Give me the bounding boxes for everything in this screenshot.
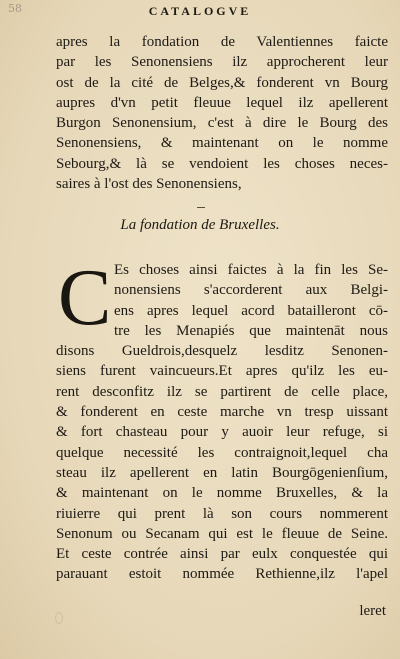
text-line: riuierre qui prent là son cours nommerent (56, 505, 388, 522)
text-line: & fonderent en ceste marche vn tresp uissant (56, 404, 388, 421)
text-line: parauant estoit nommée Rethienne,ilz l'apel (56, 566, 388, 583)
text-line: ost de la cité de Belges,& fonderent vn Bourg (56, 74, 388, 91)
text-line: Senonum ou Secanam qui est le fleuue de Seine. (56, 525, 388, 542)
paragraph-2 (56, 254, 388, 585)
text-line: aupres d'vn petit fleuue lequel ilz apellerent (56, 94, 388, 111)
text-line: Senonensiens, & maintenant on le nomme (56, 135, 388, 152)
text-line: siens furent vaincueurs.Et apres qu'ilz les eu- (56, 363, 388, 380)
ornament-mark (197, 207, 205, 208)
section-heading: La fondation de Bruxelles. (120, 217, 280, 233)
text-line: saires à l'ost des Senonensiens, (56, 176, 242, 193)
text-line: Burgon Senonensium, c'est à dire le Bourg des (56, 115, 388, 132)
text-line: apres la fondation de Valentiennes faicte (56, 34, 388, 50)
text-line: Et ceste contrée ainsi par eulx conquestée qui (56, 546, 388, 563)
text-line: ens apres lequel acord batailleront cō- (114, 302, 388, 319)
text-line: & fort chasteau pour y auoir leur refuge, si (56, 424, 388, 441)
drop-cap-initial: C (58, 254, 112, 342)
page-folio: 58 (8, 2, 22, 15)
text-line: disons Gueldrois,desquelz lesditz Senonen- (56, 343, 388, 360)
paper-blemish (55, 612, 63, 624)
text-line: par les Senonensiens ilz approcherent leur (56, 54, 388, 71)
text-line: quelque necessité les contraignoit,lequel cha (56, 444, 388, 461)
text-line: Es choses ainsi faictes à la fin les Se- (114, 262, 388, 278)
text-line: steau ilz apellerent en latin Bourgōgenienſium, (56, 464, 388, 481)
running-title: CATALOGVE (148, 4, 252, 18)
text-line: & maintenant on le nomme Bruxelles, & la (56, 485, 388, 502)
paragraph-1 (56, 32, 388, 194)
text-line: tre les Menapiés que maintenāt nous (114, 322, 388, 339)
text-line: nonensiens s'accorderent aux Belgi- (114, 282, 388, 299)
catchword: leret (359, 603, 386, 619)
text-line: Sebourg,& là se vendoient les choses neces- (56, 155, 388, 172)
text-line: rent desconfitz ilz se partirent de celle place, (56, 383, 388, 400)
